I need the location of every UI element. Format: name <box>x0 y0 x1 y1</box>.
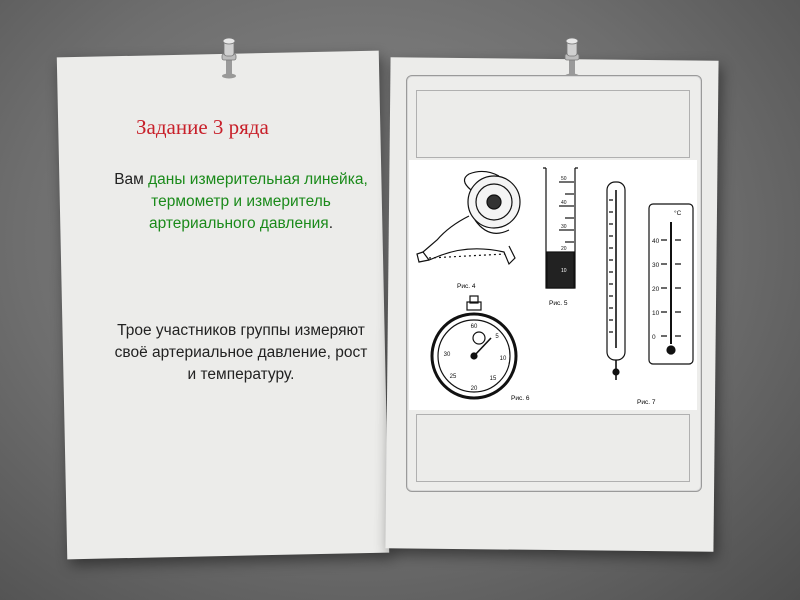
thermometer-mark: 10 <box>652 310 660 317</box>
thermometer-mark: 30 <box>652 262 660 269</box>
task-text-start: Вам <box>114 171 149 188</box>
instruments-figure <box>409 160 697 410</box>
figure-label-4: Рис. 4 <box>457 283 476 290</box>
cylinder-mark: 40 <box>561 200 567 206</box>
stopwatch-mark: 25 <box>449 374 457 380</box>
figure-label-7: Рис. 7 <box>637 399 656 406</box>
task-text-end: . <box>328 215 333 232</box>
stopwatch-mark: 30 <box>443 352 451 358</box>
participants-paragraph: Трое участников группы измеряют своё артериальное давление, рост и температуру. <box>114 322 368 383</box>
stopwatch-mark: 60 <box>470 324 478 330</box>
pushpin-icon <box>557 36 587 80</box>
cylinder-mark: 30 <box>561 224 567 230</box>
frame-bottom-panel <box>416 414 690 482</box>
cylinder-mark: 10 <box>561 268 567 274</box>
figure-label-6: Рис. 6 <box>511 395 530 402</box>
stopwatch-mark: 15 <box>489 376 497 382</box>
glass-thermometer-drawing <box>607 182 625 380</box>
task-paragraph <box>110 169 372 235</box>
cylinder-mark: 20 <box>561 246 567 252</box>
thermometer-mark: 40 <box>652 238 660 245</box>
thermometer-mark: 20 <box>652 286 660 293</box>
figure-label-5: Рис. 5 <box>549 300 568 307</box>
stopwatch-drawing <box>432 296 516 398</box>
instruments-drawing <box>409 160 697 410</box>
stopwatch-mark: 5 <box>495 334 499 340</box>
frame-top-panel <box>416 90 690 158</box>
cylinder-mark: 50 <box>561 176 567 182</box>
thermometer-mark: 0 <box>652 334 656 341</box>
slide-title: Задание 3 ряда <box>136 115 269 139</box>
pushpin-icon <box>214 36 244 80</box>
thermometer-unit: °C <box>674 210 682 217</box>
stopwatch-mark: 10 <box>499 356 507 362</box>
tape-measure-drawing <box>417 171 520 264</box>
stopwatch-mark: 20 <box>470 386 478 392</box>
task-text-highlight: даны измерительная линейка, термометр и измеритель артериального давления <box>148 171 368 232</box>
